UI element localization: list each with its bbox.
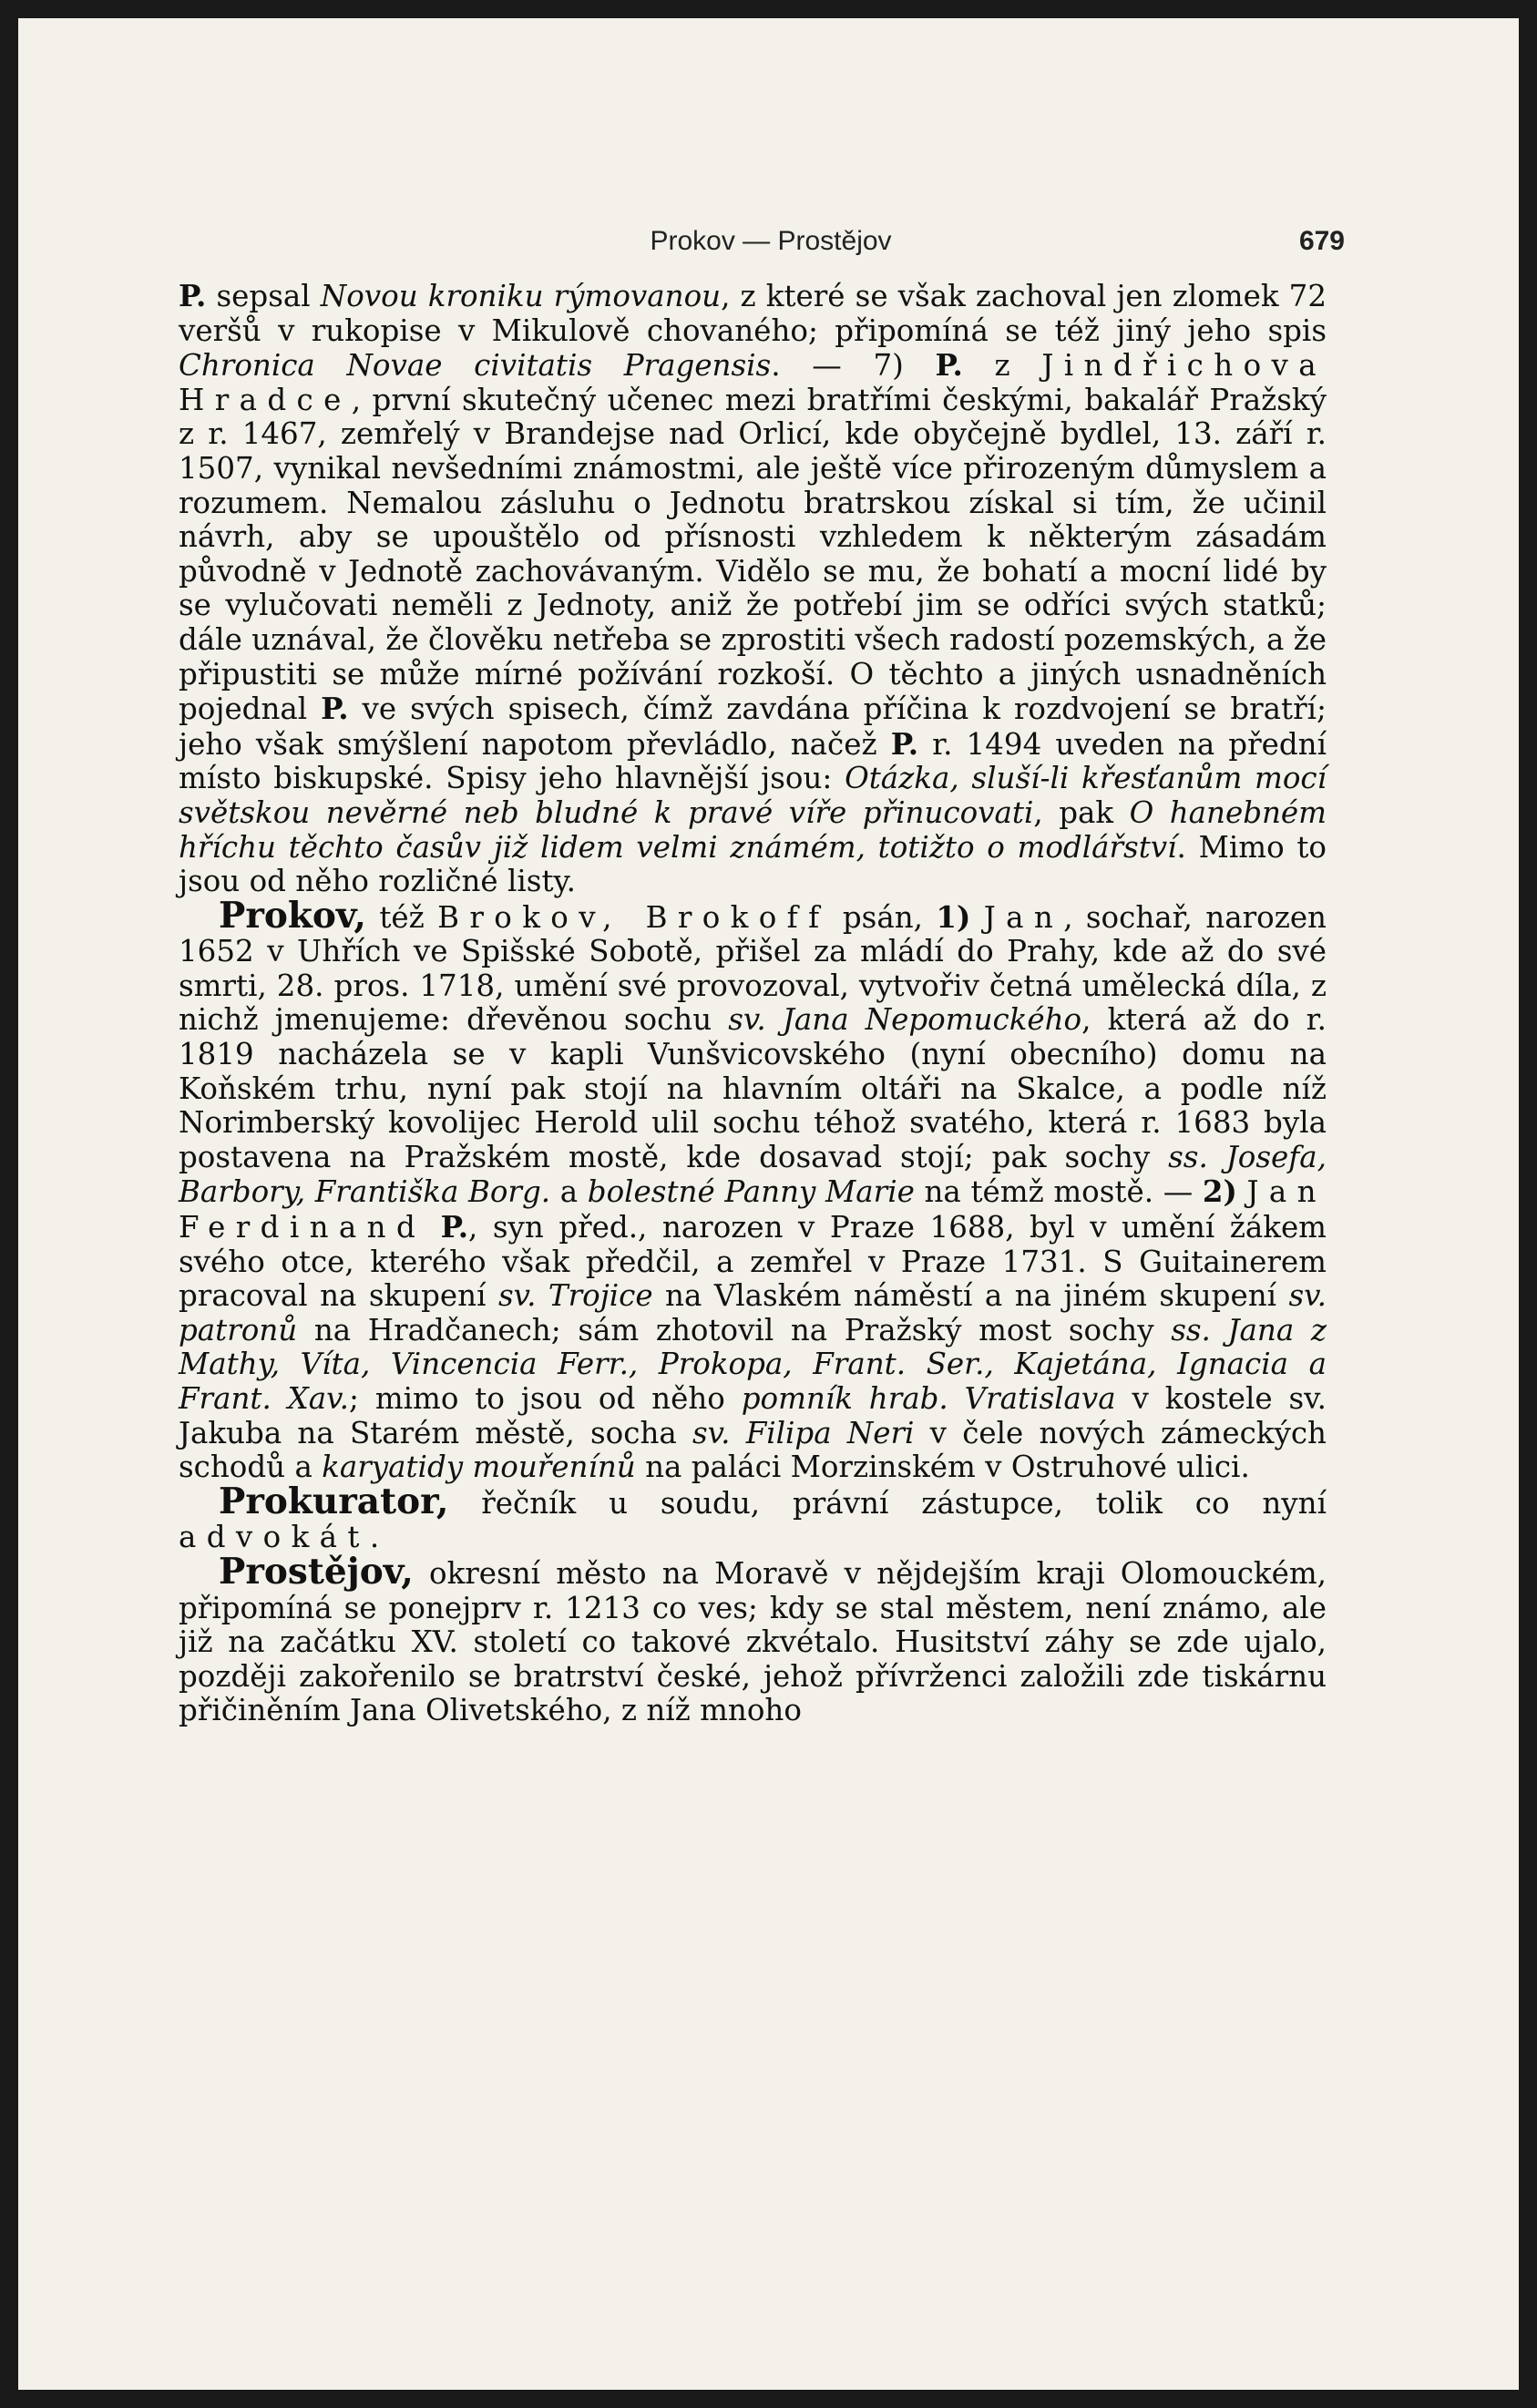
text-run: na Hradčanech; sám zhotovil na Pražský most sochy (297, 1312, 1172, 1347)
text-run: r. 1494 uveden na přední místo biskupské. Spisy jeho hlavnější jsou: (179, 726, 1327, 796)
text-run: řečník u soudu, právní zástupce, tolik co nyní (448, 1485, 1327, 1521)
text-run: ; mimo to jsou od něho (349, 1381, 742, 1416)
text-run: . — 7) (771, 348, 936, 384)
spaced-name: Jan Ferdinand (179, 1174, 1327, 1245)
text-run: v kostele sv. Jakuba na Starém městě, socha (179, 1381, 1327, 1450)
text-run: , sochař, narozen 1652 v Uhřích ve Spišské Sobotě, přišel za mládí do Prahy, kde až do své smrti, 28. pros. 1718, umění své provozoval, vytvořiv četná umělecká díla, z nichž jmenujeme: dřevěnou sochu (179, 899, 1327, 1038)
page-number: 679 (1298, 226, 1345, 256)
title-run: bolestné Panny Marie (587, 1174, 915, 1210)
text-run: v čele nových zámeckých schodů a (179, 1415, 1327, 1485)
title-run: sv. Jana Nepomuckého (728, 1002, 1082, 1038)
title-run: Chronica Novae civitatis Pragensis (179, 348, 772, 384)
entry-prokov (179, 894, 1327, 1485)
text-run: , pak (1033, 794, 1130, 830)
sense-number: 1) (936, 898, 971, 935)
text-run (425, 1210, 441, 1245)
entry-prokurator (179, 1480, 1327, 1555)
title-run: pomník hrab. Vratislava (741, 1381, 1116, 1416)
title-run: ss. Josefa, Barbory, Františka Borg. (179, 1139, 1327, 1210)
text-run: sepsal (206, 279, 321, 313)
title-run: O hanebném hříchu těchto časův již lidem velmi známém, totižto o modlářství (179, 794, 1327, 865)
text-run: , která až do r. 1819 nacházela se v kapli Vunšvicovského (nyní obecního) domu na Koňském trhu, nyní pak stojí na hlavním oltáři na Skalce, a podle níž Norimberský kovolijec Herold ulil sochu téhož svatého, která r. 1683 byla postavena na Pražském mostě, kde dosavad stojí; pak sochy (179, 1002, 1327, 1174)
headword: Prostějov, (219, 1550, 414, 1593)
spaced-name: Jan (983, 899, 1064, 935)
text-run: , z které se však zachoval jen zlomek 72 veršů v rukopise v Mikulově chovaného; připomíná se též jiný jeho spis (179, 279, 1327, 348)
text-run: , první skutečný učenec mezi bratřími českými, bakalář Pražský z r. 1467, zemřelý v Brandejse nad Orlicí, kde obyčejně bydlel, 13. září r. 1507, vynikal nevšedními známostmi, ale ještě více přirozeným důmyslem a rozumem. Nemalou zásluhu o Jednotu bratrskou získal si tím, že učinil návrh, aby se upouštělo od přísnosti vzhledem k některým zásadám původně v Jednotě zachovávaným. Vidělo se mu, že bohatí a mocní lidé by se vylučovati neměli z Jednoty, aniž že potřebí jim se odříci svých statků; dále uznával, že člověku netřeba se zprostiti všech radostí pozemských, a že připustiti se může mírné požívání rozkoší. O těchto a jiných usnadněních pojednal (179, 382, 1327, 727)
sense-number: 2) (1202, 1173, 1237, 1210)
spaced-name: Jindřichova Hradce (179, 348, 1327, 417)
text-run: psán, (829, 899, 937, 935)
text-run: a (550, 1174, 588, 1210)
entry-prostejov (179, 1550, 1327, 1728)
headword: Prokurator, (219, 1480, 449, 1522)
text-run: též (365, 899, 438, 935)
title-run: Otázka, sluší-li křesťanům mocí světskou nevěrné neb bludné k pravé víře přinucovati (179, 761, 1327, 830)
title-run: karyatidy mouřenínů (322, 1450, 636, 1485)
abbrev-p: P. (440, 1209, 469, 1245)
title-run: sv. Trojice (497, 1278, 653, 1314)
spaced-name: advokát (179, 1520, 370, 1555)
text-run: na témž mostě. — (914, 1174, 1203, 1210)
text-run: . (369, 1520, 380, 1555)
abbrev-p: P. (890, 725, 919, 762)
title-run: sv. Filipa Neri (692, 1415, 915, 1450)
title-run: sv. patronů (179, 1278, 1327, 1347)
headword: Prokov, (219, 894, 366, 937)
text-run: ve svých spisech, čímž zavdána příčina k rozdvojení se bratří; jeho však smýšlení napotom převládlo, načež (179, 692, 1327, 762)
text-run (1237, 1174, 1247, 1209)
text-run: na Vlaském náměstí a na jiném skupení (652, 1278, 1289, 1314)
text-run: . Mimo to jsou od něho rozličné listy. (179, 829, 1327, 899)
running-header (197, 220, 1345, 266)
text-run: okresní město na Moravě v nějdejším kraji Olomouckém, připomíná se ponejprv r. 1213 co ves; kdy se stal městem, není známo, ale již na začátku XV. století co takové zkvétalo. Husitství záhy se zde ujalo, později zakořenilo se bratrství české, jehož přívrženci založili zde tiskárnu přičiněním Jana Olivetského, z níž mnoho (179, 1555, 1327, 1728)
abbrev-p: P. (179, 278, 207, 313)
text-run: , syn před., narozen v Praze 1688, byl v umění žákem svého otce, kterého však předčil, a zemřel v Praze 1731. S Guitainerem pracoval na skupení (179, 1210, 1327, 1314)
text-run (970, 900, 983, 935)
abbrev-p: P. (935, 347, 963, 384)
text-run: z (962, 348, 1042, 384)
title-run: Novou kroniku rýmovanou (320, 279, 722, 313)
title-run: ss. Jana z Mathy, Víta, Vincencia Ferr., Prokopa, Frant. Ser., Kajetána, Ignacia a Frant. Xav. (179, 1312, 1327, 1416)
text-run: na paláci Morzinském v Ostruhové ulici. (635, 1450, 1250, 1485)
text-body (179, 279, 1327, 1728)
abbrev-p: P. (321, 691, 349, 727)
continued-entry (179, 279, 1327, 899)
running-title: Prokov — Prostějov (650, 226, 892, 256)
spaced-name: Brokov, Brokoff (437, 899, 830, 935)
